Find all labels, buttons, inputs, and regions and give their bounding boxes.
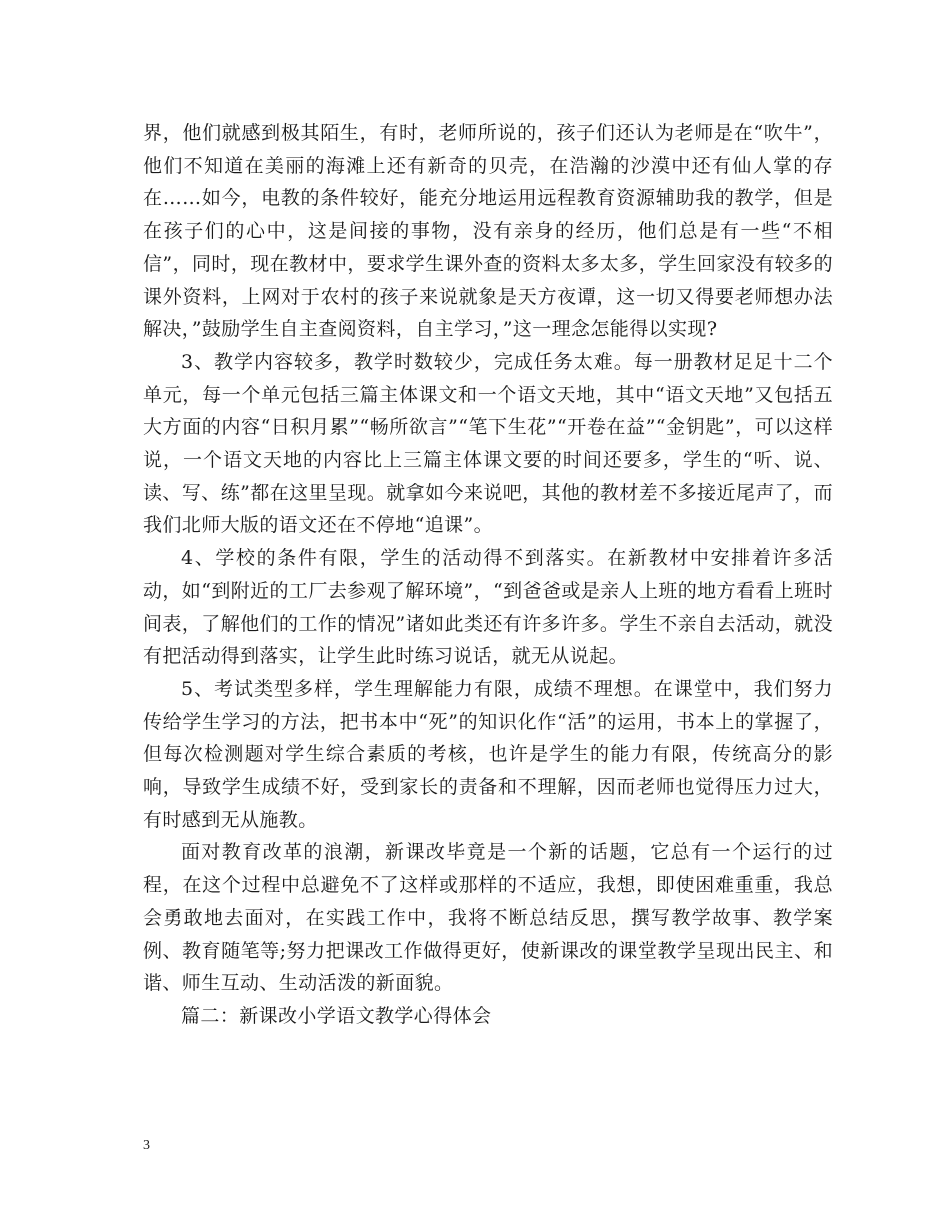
paragraph-item-5: 5、考试类型多样，学生理解能力有限，成绩不理想。在课堂中，我们努力传给学生学习的方法，把书本中“死”的知识化作“活”的运用，书本上的掌握了，但每次检测题对学生综合素质的考核，也许是学生的能力有限，传统高分的影响，导致学生成绩不好，受到家长的责备和不理解，因而老师也觉得压力过大，有时感到无从施教。	[143, 677, 833, 831]
paragraph-continuation: 界，他们就感到极其陌生，有时，老师所说的，孩子们还认为老师是在“吹牛”，他们不知道在美丽的海滩上还有新奇的贝壳，在浩瀚的沙漠中还有仙人掌的存在……如今，电教的条件较好，能充分地运用远程教育资源辅助我的教学，但是在孩子们的心中，这是间接的事物，没有亲身的经历，他们总是有一些“不相信”，同时，现在教材中，要求学生课外查的资料太多太多，学生回家没有较多的课外资料，上网对于农村的孩子来说就象是天方夜谭，这一切又得要老师想办法解决，”鼓励学生自主查阅资料，自主学习，”这一理念怎能得以实现?	[143, 122, 833, 341]
document-body	[143, 117, 833, 1033]
paragraph-item-3: 3、教学内容较多，教学时数较少，完成任务太难。每一册教材足足十二个单元，每一个单元包括三篇主体课文和一个语文天地，其中“语文天地”又包括五大方面的内容“日积月累”“畅所欲言”“笔下生花”“开卷在益”“金钥匙”，可以这样说，一个语文天地的内容比上三篇主体课文要的时间还要多，学生的“听、说、读、写、练”都在这里呈现。就拿如今来说吧，其他的教材差不多接近尾声了，而我们北师大版的语文还在不停地“追课”。	[143, 350, 833, 537]
paragraph-conclusion: 面对教育改革的浪潮，新课改毕竟是一个新的话题，它总有一个运行的过程，在这个过程中总避免不了这样或那样的不适应，我想，即使困难重重，我总会勇敢地去面对，在实践工作中，我将不断总结反思，撰写教学故事、教学案例、教育随笔等;努力把课改工作做得更好，使新课改的课堂教学呈现出民主、和谐、师生互动、生动活泼的新面貌。	[143, 841, 833, 995]
section-heading: 篇二：新课改小学语文教学心得体会	[181, 1004, 492, 1027]
paragraph-item-4: 4、学校的条件有限，学生的活动得不到落实。在新教材中安排着许多活动，如“到附近的工厂去参观了解环境”，“到爸爸或是亲人上班的地方看看上班时间表，了解他们的工作的情况”诸如此类还有许多许多。学生不亲自去活动，就没有把活动得到落实，让学生此时练习说话，就无从说起。	[143, 547, 833, 668]
page-number: 3	[143, 1138, 150, 1153]
